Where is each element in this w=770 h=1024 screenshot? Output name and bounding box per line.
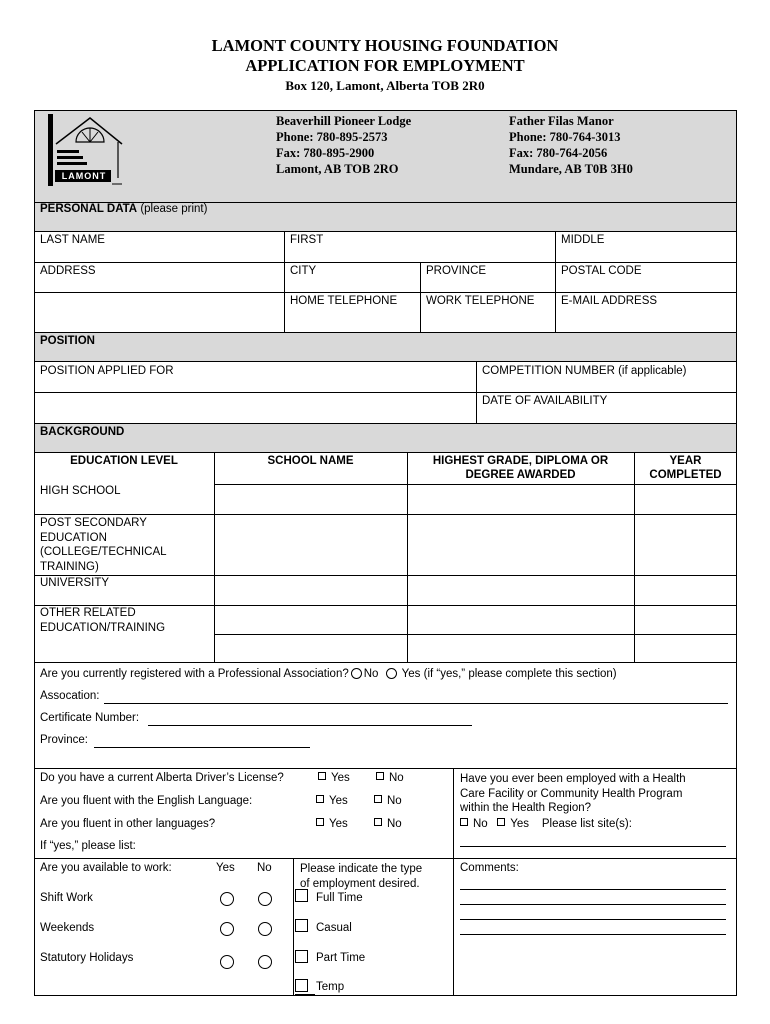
association-line[interactable] (104, 703, 728, 704)
province-label: PROVINCE (426, 265, 487, 277)
lodge-father-filas (509, 113, 633, 177)
holidays-no-radio[interactable] (258, 955, 272, 969)
checkbox-icon (460, 818, 468, 826)
association-label: Assocation: (40, 690, 100, 702)
form-title: APPLICATION FOR EMPLOYMENT (245, 56, 525, 75)
english-yes-option[interactable]: Yes (316, 795, 348, 807)
middle-name-label: MIDDLE (561, 234, 605, 246)
available-no-header: No (257, 862, 272, 874)
drivers-question: Do you have a current Alberta Driver’s License? (40, 772, 284, 784)
checkbox-icon (376, 772, 384, 780)
weekends-label: Weekends (40, 922, 95, 934)
part-time-label: Part Time (316, 952, 366, 964)
comments-line-2[interactable] (460, 904, 726, 905)
if-yes-list-label: If “yes,” please list: (40, 840, 136, 852)
lodge2-fax: Fax: 780-764-2056 (509, 146, 608, 160)
lodge2-city: Mundare, AB T0B 3H0 (509, 162, 633, 176)
health-question: Have you ever been employed with a Health Care Facility or Community Health Program within the Health Region? (460, 773, 686, 814)
weekends-yes-radio[interactable] (220, 922, 234, 936)
row-other-education: OTHER RELATED EDUCATION/TRAINING (40, 607, 166, 634)
certificate-label: Certificate Number: (40, 712, 140, 724)
casual-checkbox[interactable] (295, 919, 308, 932)
casual-label: Casual (316, 922, 352, 934)
shift-yes-radio[interactable] (220, 892, 234, 906)
comments-label: Comments: (460, 862, 519, 874)
weekends-no-radio[interactable] (258, 922, 272, 936)
lodge-beaverhill (276, 113, 411, 177)
background-heading: BACKGROUND (40, 426, 125, 438)
checkbox-icon (318, 772, 326, 780)
shift-work-label: Shift Work (40, 892, 93, 904)
address-label: ADDRESS (40, 265, 96, 277)
col-year-1: YEAR (669, 455, 702, 467)
health-options: No Yes Please list site(s): (460, 818, 632, 830)
lodge1-name: Beaverhill Pioneer Lodge (276, 114, 412, 128)
competition-number-label: COMPETITION NUMBER (if applicable) (482, 365, 687, 377)
first-name-label: FIRST (290, 234, 324, 246)
work-telephone-label: WORK TELEPHONE (426, 295, 535, 307)
full-time-label: Full Time (316, 892, 363, 904)
province-prof-label: Province: (40, 734, 88, 746)
org-address: Box 120, Lamont, Alberta TOB 2R0 (285, 78, 485, 93)
email-label: E-MAIL ADDRESS (561, 295, 658, 307)
certificate-line[interactable] (148, 725, 472, 726)
comments-line-1[interactable] (460, 889, 726, 890)
health-sites-line[interactable] (460, 846, 726, 847)
holidays-yes-radio[interactable] (220, 955, 234, 969)
lodge2-name: Father Filas Manor (509, 114, 614, 128)
lodge2-phone: Phone: 780-764-3013 (509, 130, 621, 144)
col-highest-grade-1: HIGHEST GRADE, DIPLOMA OR (432, 455, 609, 467)
drivers-yes-option[interactable]: Yes (318, 772, 350, 784)
available-yes-header: Yes (216, 862, 235, 874)
col-school-name: SCHOOL NAME (267, 455, 354, 467)
prof-yes-radio[interactable] (386, 668, 397, 679)
col-year-2: COMPLETED (649, 469, 722, 481)
other-lang-no-option[interactable]: No (374, 818, 402, 830)
english-question: Are you fluent with the English Language: (40, 795, 253, 807)
temp-checkbox[interactable] (295, 979, 308, 992)
lodge1-fax: Fax: 780-895-2900 (276, 146, 375, 160)
health-no-option[interactable]: No (460, 818, 488, 830)
prof-no-radio[interactable] (351, 668, 362, 679)
position-heading: POSITION (40, 335, 95, 347)
drivers-no-option[interactable]: No (376, 772, 404, 784)
checkbox-icon (316, 795, 324, 803)
part-time-checkbox[interactable] (295, 950, 308, 963)
employment-type-question: Please indicate the type of employment desired. (300, 863, 423, 890)
availability-date-label: DATE OF AVAILABILITY (482, 395, 608, 407)
org-title: LAMONT COUNTY HOUSING FOUNDATION (211, 36, 559, 55)
temp-label: Temp (316, 981, 345, 993)
checkbox-icon (374, 818, 382, 826)
row-post-secondary: POST SECONDARY EDUCATION (COLLEGE/TECHNICAL TRAINING) (40, 517, 167, 573)
col-highest-grade-2: DEGREE AWARDED (465, 469, 576, 481)
available-question: Are you available to work: (40, 862, 172, 874)
shift-no-radio[interactable] (258, 892, 272, 906)
other-lang-question: Are you fluent in other languages? (40, 818, 216, 830)
holidays-label: Statutory Holidays (40, 952, 134, 964)
col-education-level: EDUCATION LEVEL (70, 455, 178, 467)
logo-text: LAMONT (61, 171, 107, 181)
city-label: CITY (290, 265, 317, 277)
row-university: UNIVERSITY (40, 577, 110, 589)
lodge1-phone: Phone: 780-895-2573 (276, 130, 388, 144)
english-no-option[interactable]: No (374, 795, 402, 807)
checkbox-icon (497, 818, 505, 826)
row-high-school: HIGH SCHOOL (40, 485, 121, 497)
lodge1-city: Lamont, AB TOB 2RO (276, 162, 399, 176)
foundation-logo (42, 112, 124, 188)
province-line[interactable] (94, 747, 310, 748)
personal-heading: PERSONAL DATA (please print) (40, 203, 208, 215)
postal-code-label: POSTAL CODE (561, 265, 642, 277)
comments-line-3[interactable] (460, 919, 726, 920)
checkbox-icon (316, 818, 324, 826)
checkbox-icon (374, 795, 382, 803)
home-telephone-label: HOME TELEPHONE (290, 295, 398, 307)
comments-line-4[interactable] (460, 934, 726, 935)
other-lang-yes-option[interactable]: Yes (316, 818, 348, 830)
position-applied-label: POSITION APPLIED FOR (40, 365, 174, 377)
professional-question: Are you currently registered with a Professional Association? No Yes (if “yes,” please complete this section) (40, 668, 617, 680)
last-name-label: LAST NAME (40, 234, 105, 246)
health-yes-option[interactable]: Yes (497, 818, 529, 830)
full-time-checkbox[interactable] (295, 889, 308, 902)
